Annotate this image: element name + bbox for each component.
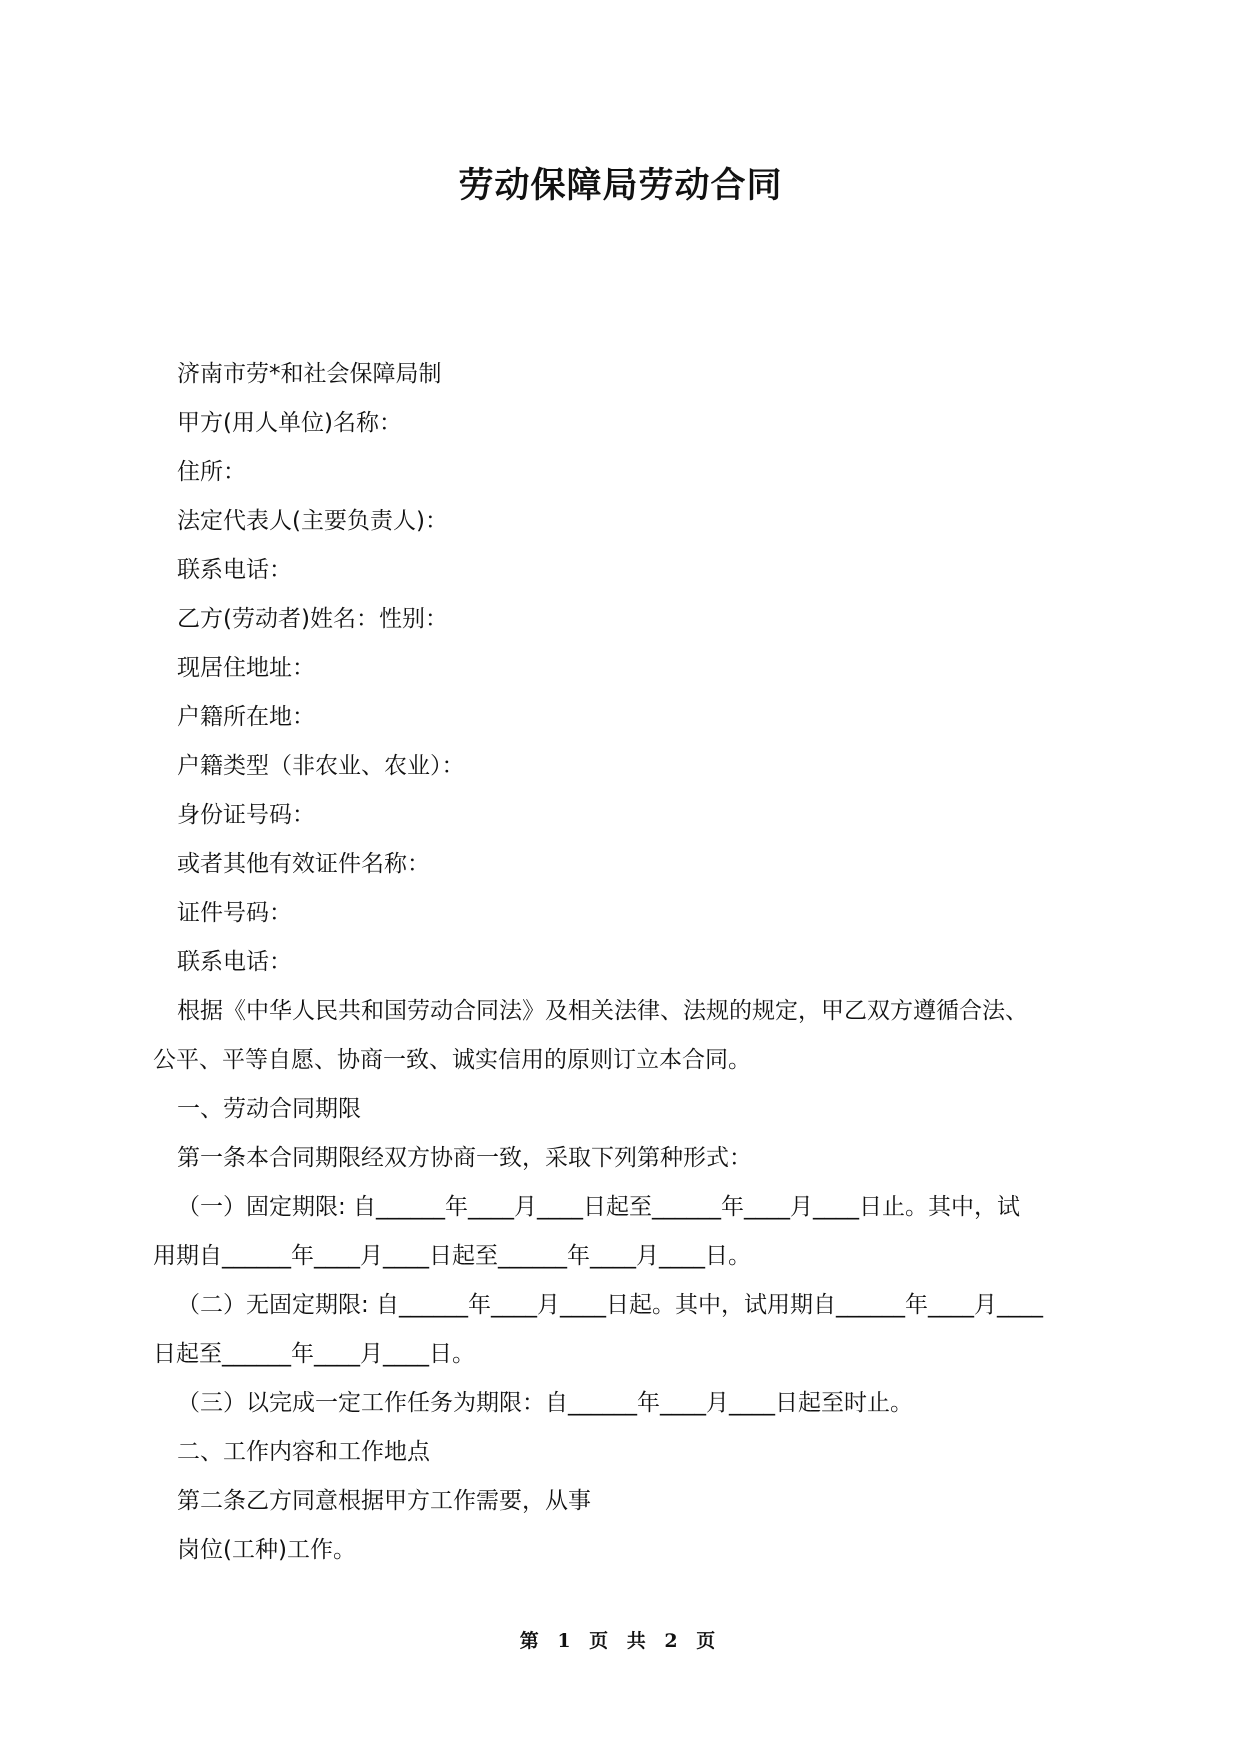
basis-paragraph-line-2: 公平、平等自愿、协商一致、诚实信用的原则订立本合同。 (153, 1047, 751, 1073)
party-a-name-field: 甲方(用人单位)名称： (177, 410, 402, 436)
task-term-line: （三）以完成一定工作任务为期限：自______年____月____日起至时止。 (177, 1390, 913, 1416)
document-title: 劳动保障局劳动合同 (458, 166, 783, 206)
article-1: 第一条本合同期限经双方协商一致，采取下列第种形式： (177, 1145, 752, 1171)
party-a-address-field: 住所： (177, 459, 246, 485)
certificate-number-field: 证件号码： (177, 900, 292, 926)
fixed-term-line-1: （一）固定期限: 自______年____月____日起至______年____月____日止。其中，试 (177, 1194, 1021, 1220)
article-2-line-2: 岗位(工种)工作。 (177, 1537, 356, 1563)
section-heading-2: 二、工作内容和工作地点 (177, 1439, 430, 1465)
open-term-line-2: 日起至______年____月____日。 (153, 1341, 475, 1367)
issuer-line: 济南市劳*和社会保障局制 (177, 361, 442, 387)
party-a-phone-field: 联系电话： (177, 557, 292, 583)
household-location-field: 户籍所在地： (177, 704, 315, 730)
basis-paragraph-line-1: 根据《中华人民共和国劳动合同法》及相关法律、法规的规定，甲乙双方遵循合法、 (177, 998, 1028, 1024)
fixed-term-line-2: 用期自______年____月____日起至______年____月____日。 (153, 1243, 751, 1269)
open-term-line-1: （二）无固定期限: 自______年____月____日起。其中，试用期自______年____月____ (177, 1292, 1044, 1318)
page-number-footer: 第 1 页 共 2 页 (519, 1630, 722, 1652)
household-type-field: 户籍类型（非农业、农业）： (177, 753, 465, 779)
party-b-name-gender-field: 乙方(劳动者)姓名：性别： (177, 606, 448, 632)
legal-representative-field: 法定代表人(主要负责人)： (177, 508, 448, 534)
article-2-line-1: 第二条乙方同意根据甲方工作需要，从事 (177, 1488, 591, 1514)
other-certificate-field: 或者其他有效证件名称： (177, 851, 430, 877)
current-address-field: 现居住地址： (177, 655, 315, 681)
id-number-field: 身份证号码： (177, 802, 315, 828)
party-b-phone-field: 联系电话： (177, 949, 292, 975)
section-heading-1: 一、劳动合同期限 (177, 1096, 361, 1122)
document-body (153, 350, 1098, 1575)
